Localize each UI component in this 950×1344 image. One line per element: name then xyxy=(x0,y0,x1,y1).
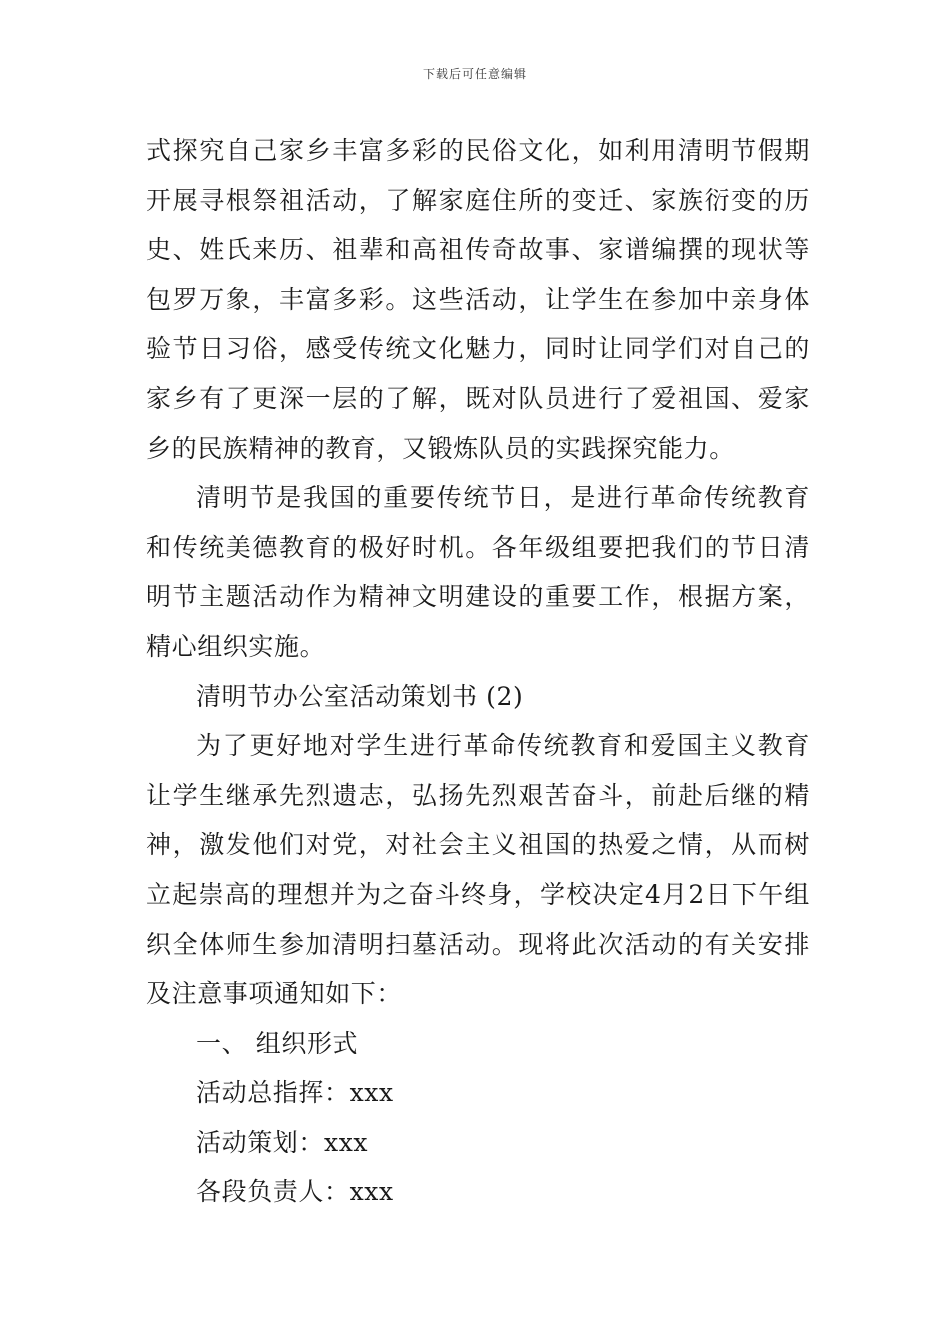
paragraph-2: 清明节是我国的重要传统节日，是进行革命传统教育和传统美德教育的极好时机。各年级组要把我们的节日清明节主题活动作为精神文明建设的重要工作，根据方案，精心组织实施。 xyxy=(146,483,810,661)
page-header: 下载后可任意编辑 xyxy=(422,67,527,81)
section-title: 清明节办公室活动策划书 (2) xyxy=(196,681,524,711)
section-heading-organization: 一、 组织形式 xyxy=(196,1028,359,1058)
document-body xyxy=(146,126,810,1217)
list-item-planner: 活动策划：xxx xyxy=(196,1127,369,1157)
list-item-section-leaders: 各段负责人：xxx xyxy=(196,1177,394,1207)
paragraph-3: 为了更好地对学生进行革命传统教育和爱国主义教育让学生继承先烈遗志，弘扬先烈艰苦奋斗，前赴后继的精神，激发他们对党，对社会主义祖国的热爱之情，从而树立起崇高的理想并为之奋斗终身，学校决定4月2日下午组织全体师生参加清明扫墓活动。现将此次活动的有关安排及注意事项通知如下： xyxy=(146,731,810,1009)
list-item-commander: 活动总指挥：xxx xyxy=(196,1078,394,1108)
paragraph-1: 式探究自己家乡丰富多彩的民俗文化，如利用清明节假期开展寻根祭祖活动，了解家庭住所的变迁、家族衍变的历史、姓氏来历、祖辈和高祖传奇故事、家谱编撰的现状等包罗万象，丰富多彩。这些活动，让学生在参加中亲身体验节日习俗，感受传统文化魅力，同时让同学们对自己的家乡有了更深一层的了解，既对队员进行了爱祖国、爱家乡的民族精神的教育，又锻炼队员的实践探究能力。 xyxy=(146,136,810,463)
